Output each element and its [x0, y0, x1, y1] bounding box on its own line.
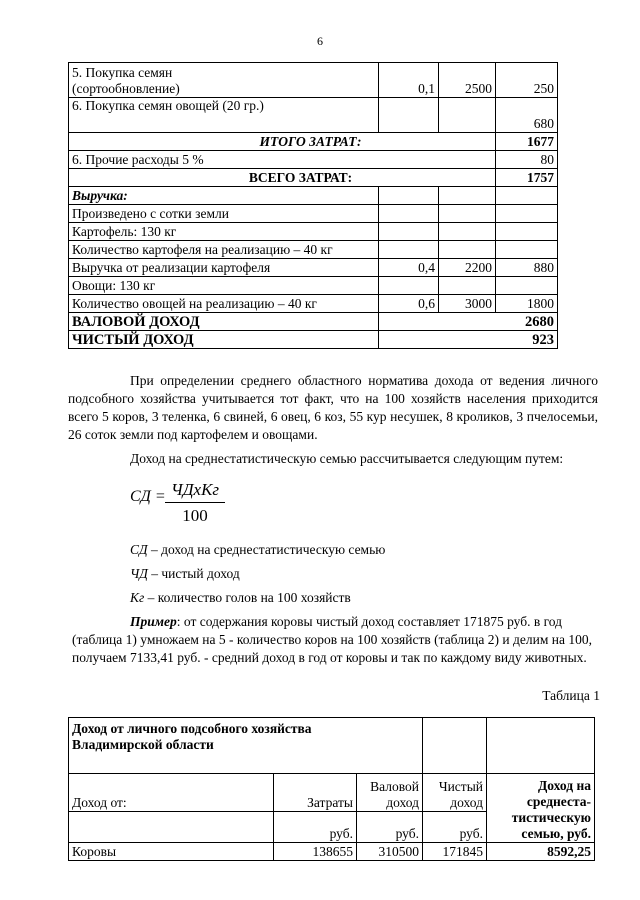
- col-header-net-a: Чистый: [438, 778, 483, 794]
- example-text: : от содержания коровы чистый доход составляет 171875 руб. в год (таблица 1) умножаем на 5 - количество коров на 100 хозяйств (таблица 2) и делим на 100, получаем 7133,41 руб. - средний доход в год от коровы и так по каждому виду животных.: [72, 614, 592, 665]
- row-cows-costs: 138655: [274, 843, 357, 861]
- formula-denominator: 100: [182, 506, 208, 525]
- table-row: [69, 277, 558, 295]
- potato-label: Картофель: 130 кг: [69, 223, 379, 241]
- row5-price: 2500: [439, 63, 496, 98]
- definition-chd-symbol: ЧД: [130, 566, 148, 581]
- table-row: [69, 187, 558, 205]
- row5-label-a: 5. Покупка семян: [72, 65, 173, 80]
- page-number: 6: [317, 34, 323, 48]
- definition-chd: [130, 565, 240, 583]
- table-row: [69, 133, 558, 151]
- veg-label: Овощи: 130 кг: [69, 277, 379, 295]
- row5-sum: 250: [496, 63, 558, 98]
- col-header-gross-a: Валовой: [370, 778, 419, 794]
- unit-net: руб.: [423, 811, 487, 842]
- cost-revenue-table: [68, 62, 558, 349]
- potato-price: 2200: [439, 259, 496, 277]
- income-table-title-b: Владимирской области: [72, 737, 214, 752]
- other-costs-label: 6. Прочие расходы 5 %: [69, 151, 496, 169]
- definition-sd-text: – доход на среднестатистическую семью: [147, 542, 386, 557]
- col-header-family-income: [487, 774, 595, 843]
- table-row: [69, 774, 595, 812]
- table-row: [69, 241, 558, 259]
- table-row: [69, 151, 558, 169]
- row-cows-family: 8592,25: [487, 843, 595, 861]
- all-costs-label: ВСЕГО ЗАТРАТ:: [69, 169, 496, 187]
- col-header-net-b: доход: [450, 794, 483, 810]
- example-label: Пример: [130, 614, 177, 629]
- row6-label: 6. Покупка семян овощей (20 гр.): [69, 98, 379, 133]
- net-income-value: 923: [379, 331, 558, 349]
- col-header-source: Доход от:: [69, 774, 274, 812]
- paragraph-method: Доход на среднестатистическую семью рассчитывается следующим путем:: [130, 451, 564, 466]
- income-table: [68, 717, 595, 861]
- formula-fraction: [165, 480, 225, 526]
- formula-numerator: ЧДхКг: [165, 480, 225, 503]
- col-header-gross-b: доход: [386, 794, 419, 810]
- potato-revenue-label: Выручка от реализации картофеля: [69, 259, 379, 277]
- col-header-costs: Затраты: [274, 774, 357, 812]
- col-header-family-c: тистическую: [511, 810, 591, 825]
- row5-label-b: (сортообновление): [72, 81, 180, 96]
- table-row: [69, 205, 558, 223]
- unit-costs: руб.: [274, 811, 357, 842]
- table-row: [69, 63, 558, 98]
- table-row: [69, 259, 558, 277]
- example-paragraph: [72, 613, 598, 667]
- row6-sum: 680: [496, 98, 558, 133]
- table-row: [69, 331, 558, 349]
- veg-price: 3000: [439, 295, 496, 313]
- definition-kg-symbol: Кг: [130, 590, 145, 605]
- row-cows-net: 171845: [423, 843, 487, 861]
- definition-kg: [130, 589, 351, 607]
- table-row: [69, 718, 595, 774]
- paragraph-norm: При определении среднего областного норматива дохода от ведения личного подсобного хозяйства учитывается тот факт, что на 100 хозяйств населения приходится всего 5 коров, 3 теленка, 6 свиней, 6 овец, 6 коз, 55 кур несушек, 8 кроликов, 3 пчелосемьи, 26 соток земли под картофелем и овощами.: [68, 373, 598, 442]
- col-header-gross: [357, 774, 423, 812]
- potato-qty: 0,4: [379, 259, 439, 277]
- col-header-net: [423, 774, 487, 812]
- gross-income-label: ВАЛОВОЙ ДОХОД: [69, 313, 379, 331]
- produced-label: Произведено с сотки земли: [69, 205, 379, 223]
- table-row: [69, 169, 558, 187]
- definition-chd-text: – чистый доход: [147, 566, 240, 581]
- all-costs-value: 1757: [496, 169, 558, 187]
- net-income-label: ЧИСТЫЙ ДОХОД: [69, 331, 379, 349]
- income-table-title: [69, 718, 423, 774]
- gross-income-value: 2680: [379, 313, 558, 331]
- table-label: Таблица 1: [542, 688, 600, 703]
- col-header-family-b: среднеста-: [526, 794, 591, 809]
- definition-kg-text: – количество голов на 100 хозяйств: [144, 590, 351, 605]
- potato-sum: 880: [496, 259, 558, 277]
- table-row: [69, 98, 558, 133]
- revenue-label: Выручка:: [69, 187, 379, 205]
- total-costs-label: ИТОГО ЗАТРАТ:: [69, 133, 496, 151]
- total-costs-value: 1677: [496, 133, 558, 151]
- formula-lhs: СД =: [130, 488, 166, 505]
- table-row: [69, 295, 558, 313]
- income-table-title-a: Доход от личного подсобного хозяйства: [72, 721, 312, 736]
- definition-sd: [130, 541, 385, 559]
- potato-sale-label: Количество картофеля на реализацию – 40 кг: [69, 241, 379, 259]
- veg-qty: 0,6: [379, 295, 439, 313]
- table-row: [69, 223, 558, 241]
- definition-sd-symbol: СД: [130, 542, 148, 557]
- row-cows-name: Коровы: [69, 843, 274, 861]
- row5-qty: 0,1: [379, 63, 439, 98]
- table-row: [69, 313, 558, 331]
- unit-gross: руб.: [357, 811, 423, 842]
- col-header-family-d: семью, руб.: [521, 826, 591, 841]
- row-cows-gross: 310500: [357, 843, 423, 861]
- table-row: [69, 843, 595, 861]
- col-header-family-a: Доход на: [537, 778, 591, 793]
- veg-sale-label: Количество овощей на реализацию – 40 кг: [69, 295, 379, 313]
- other-costs-value: 80: [496, 151, 558, 169]
- veg-sum: 1800: [496, 295, 558, 313]
